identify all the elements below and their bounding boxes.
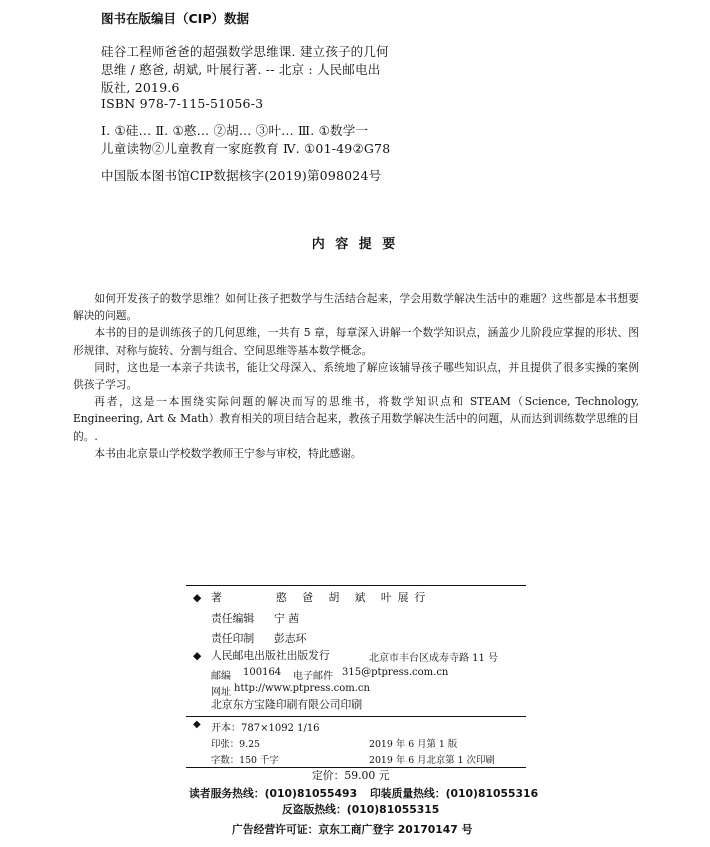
word-count: 字数：150 千字 [211,755,279,766]
bullet-icon: ◆ [193,719,201,730]
abstract-paragraph: 如何开发孩子的数学思维？如何让孩子把数学与生活结合起来，学会用数学解决生活中的难题？这些都是本书想要解决的问题。 [73,292,639,323]
cip-line-2: 思维 / 憨爸, 胡斌, 叶展行著. -- 北京 : 人民邮电出 [101,62,381,77]
editor-label: 责任编辑 [211,612,255,625]
editor: 宁 茜 [274,612,300,625]
publisher: 人民邮电出版社出版发行 [211,649,330,662]
website: http://www.ptpress.com.cn [234,683,370,694]
publisher-address: 北京市丰台区成寿寺路 11 号 [369,653,499,664]
abstract-title: 内 容 提 要 [311,237,399,252]
price: 定价：59.00 元 [312,769,390,782]
cip-line-1: 硅谷工程师爸爸的超强数学思维课. 建立孩子的几何 [101,44,389,59]
cip-heading: 图书在版编目（CIP）数据 [101,11,249,26]
ad-license: 广告经营许可证：京东工商广登字 20170147 号 [232,823,473,836]
authors: 憨 爸 胡 斌 叶展行 [276,591,432,604]
cip-record-number: 中国版本图书馆CIP数据核字(2019)第098024号 [101,168,382,183]
book-format: 开本：787×1092 1/16 [211,723,320,734]
cip-line-3: 版社, 2019.6 [101,80,180,95]
cip-classification-1: Ⅰ. ①硅… Ⅱ. ①憨… ②胡… ③叶… Ⅲ. ①数学一 [101,123,369,138]
cip-classification-2: 儿童读物②儿童教育一家庭教育 Ⅳ. ①01-49②G78 [101,141,391,156]
print-supervisor: 彭志环 [274,632,307,645]
abstract-body [73,290,639,462]
postcode: 100164 [243,667,282,678]
postcode-label: 邮编 [211,671,231,682]
email: 315@ptpress.com.cn [342,667,449,678]
cip-isbn: ISBN 978-7-115-51056-3 [101,96,264,111]
colophon-top-rule [186,585,526,586]
abstract-paragraph: 本书的目的是训练孩子的几何思维，一共有 5 章，每章深入讲解一个数学知识点，涵盖少儿阶段应掌握的形状、图形规律、对称与旋转、分割与组合、空间思维等基本数学概念。 [73,326,639,357]
printing-company: 北京东方宝隆印刷有限公司印刷 [211,698,363,711]
abstract-paragraph: 同时，这也是一本亲子共读书，能让父母深入、系统地了解应该辅导孩子哪些知识点，并且提供了很多实操的案例供孩子学习。 [73,360,639,392]
impression: 2019 年 6 月北京第 1 次印刷 [369,755,495,766]
printed-sheets: 印张：9.25 [211,739,260,750]
authors-label: 著 [211,591,222,604]
reader-service-hotline: 读者服务热线：(010)81055493 [189,787,358,800]
edition: 2019 年 6 月第 1 版 [369,739,458,750]
abstract-paragraph: 本书由北京景山学校数学教师王宁参与审校，特此感谢。 [94,446,362,460]
colophon-mid-rule [186,716,526,717]
bullet-icon: ◆ [193,591,202,604]
anti-piracy-hotline: 反盗版热线：(010)81055315 [282,803,440,816]
website-label: 网址 [211,687,231,698]
abstract-paragraph: 再者，这是一本围绕实际问题的解决而写的思维书，将数学知识点和 STEAM（Science, Technology, Engineering, Art & Math）教育相关的项目结合起来，教孩子用数学解决生活中的问题，从而达到训练数学思维的目的。. [73,395,639,443]
print-quality-hotline: 印装质量热线：(010)81055316 [370,787,539,800]
email-label: 电子邮件 [293,671,333,682]
bullet-icon: ◆ [193,649,202,662]
print-supervisor-label: 责任印制 [211,632,255,645]
